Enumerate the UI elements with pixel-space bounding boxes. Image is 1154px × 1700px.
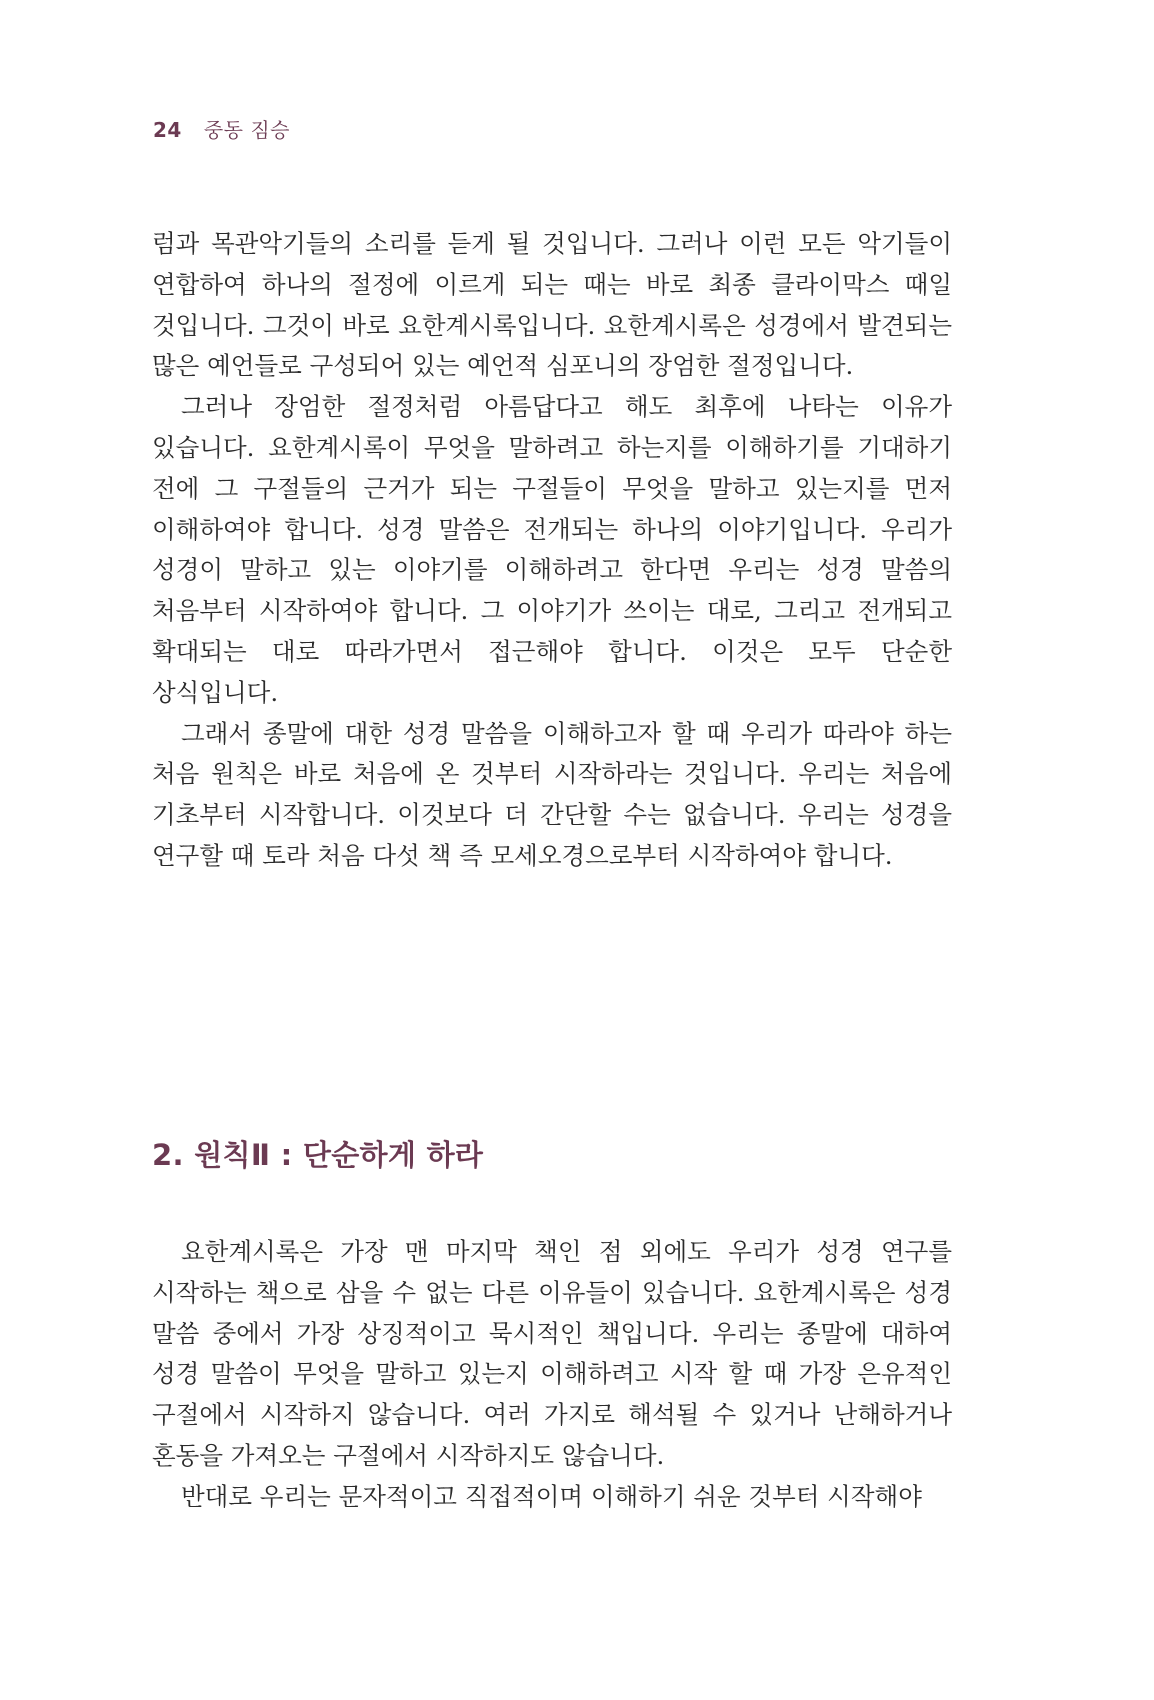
- section-heading: 2. 원칙Ⅱ : 단순하게 하라: [152, 1138, 484, 1172]
- running-head: [153, 114, 290, 143]
- paragraph: 럼과 목관악기들의 소리를 듣게 될 것입니다. 그러나 이런 모든 악기들이 연합하여 하나의 절정에 이르게 되는 때는 바로 최종 클라이막스 때일 것입니다. 그것이 바로 요한계시록입니다. 요한계시록은 성경에서 발견되는 많은 예언들로 구성되어 있는 예언적 심포니의 장엄한 절정입니다.: [152, 229, 952, 381]
- paragraph: 요한계시록은 가장 맨 마지막 책인 점 외에도 우리가 성경 연구를 시작하는 책으로 삼을 수 없는 다른 이유들이 있습니다. 요한계시록은 성경 말씀 중에서 가장 상징적이고 묵시적인 책입니다. 우리는 종말에 대하여 성경 말씀이 무엇을 말하고 있는지 이해하려고 시작 할 때 가장 은유적인 구절에서 시작하지 않습니다. 여러 가지로 해석될 수 있거나 난해하거나 혼동을 가져오는 구절에서 시작하지도 않습니다.: [152, 1237, 952, 1470]
- paragraph: 그래서 종말에 대한 성경 말씀을 이해하고자 할 때 우리가 따라야 하는 처음 원칙은 바로 처음에 온 것부터 시작하라는 것입니다. 우리는 처음에 기초부터 시작합니다. 이것보다 더 간단할 수는 없습니다. 우리는 성경을 연구할 때 토라 처음 다섯 책 즉 모세오경으로부터 시작하여야 합니다.: [152, 718, 952, 870]
- section-one-body: [152, 224, 952, 877]
- page-number: 24: [153, 118, 182, 142]
- paragraph: 반대로 우리는 문자적이고 직접적이며 이해하기 쉬운 것부터 시작해야: [181, 1481, 922, 1511]
- book-title: 중동 짐승: [203, 118, 290, 142]
- section-two-body: [152, 1232, 952, 1518]
- paragraph: 그러나 장엄한 절정처럼 아름답다고 해도 최후에 나타는 이유가 있습니다. 요한계시록이 무엇을 말하려고 하는지를 이해하기를 기대하기 전에 그 구절들의 근거가 되는 구절들이 무엇을 말하고 있는지를 먼저 이해하여야 합니다. 성경 말씀은 전개되는 하나의 이야기입니다. 우리가 성경이 말하고 있는 이야기를 이해하려고 한다면 우리는 성경 말씀의 처음부터 시작하여야 합니다. 그 이야기가 쓰이는 대로, 그리고 전개되고 확대되는 대로 따라가면서 접근해야 합니다. 이것은 모두 단순한 상식입니다.: [152, 392, 952, 707]
